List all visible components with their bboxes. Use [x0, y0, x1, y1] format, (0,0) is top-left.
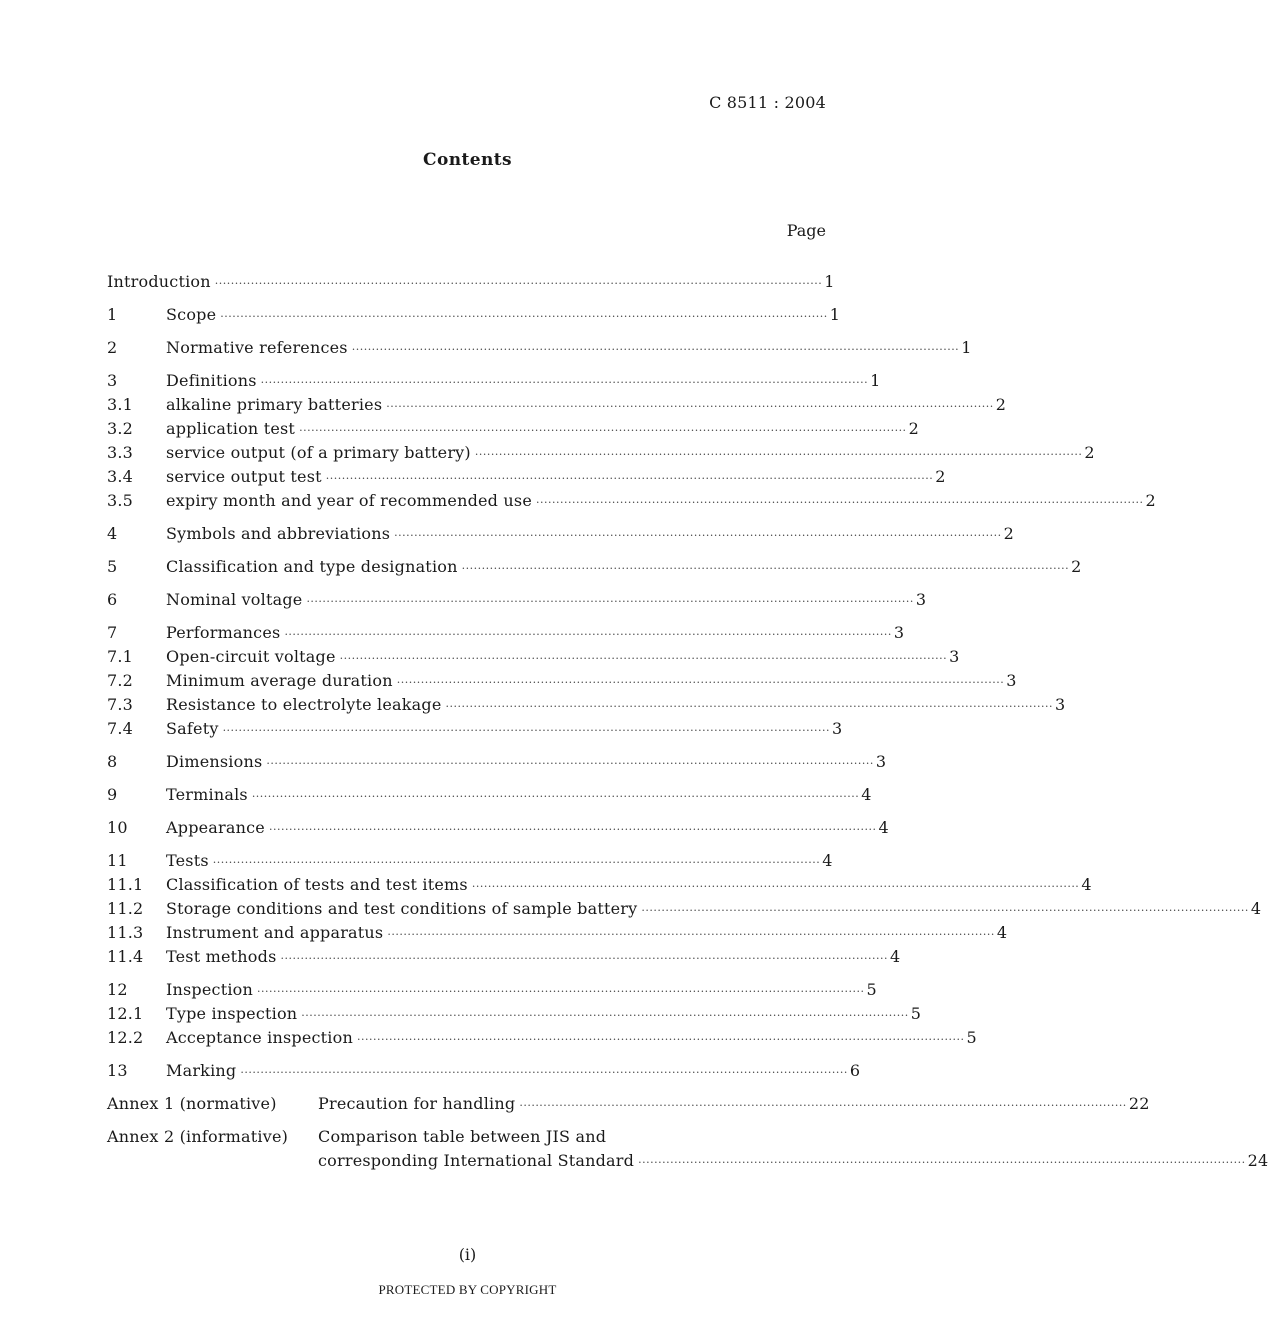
- annex-label: Annex 1 (normative): [107, 1094, 277, 1113]
- page-column-header: Page: [786, 221, 826, 240]
- annex-title-line: Precaution for handling: [318, 1094, 516, 1113]
- toc-entry[interactable]: [107, 1002, 922, 1026]
- toc-entry-title: alkaline primary batteries: [166, 395, 383, 414]
- toc-entry-page: 3: [832, 719, 843, 738]
- toc-entry[interactable]: [107, 945, 901, 969]
- toc-entry-title: Classification and type designation: [166, 557, 458, 576]
- toc-entry-number: 3.2: [107, 419, 134, 438]
- toc-entry[interactable]: [107, 921, 1008, 945]
- dot-leader: [261, 371, 868, 395]
- annex-title-line: Comparison table between JIS and: [318, 1127, 607, 1146]
- toc-entry-title: Acceptance inspection: [166, 1028, 353, 1047]
- annex-title-last-line: [318, 1092, 1150, 1116]
- dot-leader: [252, 785, 859, 809]
- toc-entry-number: 11.3: [107, 923, 144, 942]
- toc-entry-title: application test: [166, 419, 296, 438]
- toc-entry[interactable]: [107, 621, 905, 645]
- toc-entry[interactable]: [107, 873, 1092, 897]
- toc-entry-number: 8: [107, 752, 118, 771]
- toc-entry-number: 12.1: [107, 1004, 144, 1023]
- toc-entry[interactable]: [107, 645, 960, 669]
- toc-entry-page: 2: [908, 419, 919, 438]
- toc-annex-entry[interactable]: [107, 1092, 1150, 1116]
- toc-entry-page: 1: [961, 338, 972, 357]
- toc-entry-number: 2: [107, 338, 118, 357]
- toc-entry-page: 3: [949, 647, 960, 666]
- toc-entry[interactable]: [107, 1026, 977, 1050]
- toc-entry-title: Safety: [166, 719, 219, 738]
- toc-entry[interactable]: [107, 489, 1156, 513]
- toc-entry-number: 10: [107, 818, 128, 837]
- toc-entry-title: Resistance to electrolyte leakage: [166, 695, 442, 714]
- toc-entry-page: 4: [1250, 899, 1262, 918]
- dot-leader: [281, 947, 888, 971]
- toc-entry-number: 3.5: [107, 491, 134, 510]
- toc-entry-number: 7.3: [107, 695, 134, 714]
- toc-entry[interactable]: [107, 693, 1066, 717]
- dot-leader: [472, 875, 1079, 899]
- toc-entry-number: 3.1: [107, 395, 134, 414]
- toc-entry-number: 3.4: [107, 467, 134, 486]
- toc-entry-page: 5: [866, 980, 877, 999]
- toc-entry-title: Introduction: [107, 272, 211, 291]
- toc-entry-number: 13: [107, 1061, 128, 1080]
- toc-entry-title: Scope: [166, 305, 217, 324]
- dot-leader: [475, 443, 1082, 467]
- dot-leader: [387, 923, 994, 947]
- toc-entry[interactable]: [107, 369, 881, 393]
- dot-leader: [301, 1004, 908, 1028]
- dot-leader: [641, 899, 1248, 923]
- toc-entry-number: 11.1: [107, 875, 144, 894]
- dot-leader: [638, 1151, 1245, 1175]
- toc-entry-page: 3: [1055, 695, 1066, 714]
- toc-entry-page: 24: [1247, 1151, 1268, 1170]
- dot-leader: [299, 419, 906, 443]
- toc-entry[interactable]: [107, 1059, 861, 1083]
- toc-entry[interactable]: [107, 522, 1015, 546]
- document-id: C 8511 : 2004: [709, 93, 826, 112]
- toc-entry-title: Definitions: [166, 371, 257, 390]
- toc-entry[interactable]: [107, 336, 972, 360]
- toc-entry-page: 3: [915, 590, 927, 609]
- toc-entry-number: 12: [107, 980, 128, 999]
- toc-entry-title: Appearance: [166, 818, 265, 837]
- dot-leader: [306, 590, 913, 614]
- annex-title-last-line: [318, 1149, 1268, 1173]
- toc-entry-number: 3: [107, 371, 118, 390]
- annex-label: Annex 2 (informative): [107, 1127, 289, 1146]
- toc-entry-number: 4: [107, 524, 118, 543]
- toc-entry-title: Performances: [166, 623, 281, 642]
- annex-title-block: [318, 1092, 1150, 1116]
- toc-entry[interactable]: [107, 978, 877, 1002]
- toc-entry-title: Terminals: [166, 785, 248, 804]
- toc-entry-page: 2: [1084, 443, 1095, 462]
- toc-entry-title: expiry month and year of recommended use: [166, 491, 532, 510]
- toc-entry-title: Inspection: [166, 980, 253, 999]
- toc-entry-number: 5: [107, 557, 118, 576]
- toc-entry-title: Symbols and abbreviations: [166, 524, 391, 543]
- toc-entry[interactable]: [107, 717, 843, 741]
- toc-entry-page: 4: [861, 785, 872, 804]
- toc-entry-title: Normative references: [166, 338, 348, 357]
- toc-entry-number: 7.4: [107, 719, 134, 738]
- toc-entry[interactable]: [107, 303, 841, 327]
- dot-leader: [266, 752, 873, 776]
- toc-entry[interactable]: [107, 816, 889, 840]
- toc-entry[interactable]: [107, 270, 835, 294]
- dot-leader: [357, 1028, 964, 1052]
- toc-entry[interactable]: [107, 669, 1017, 693]
- toc-entry-page: 5: [966, 1028, 977, 1047]
- dot-leader: [215, 272, 822, 296]
- toc-entry-title: Open-circuit voltage: [166, 647, 336, 666]
- toc-entry-page: 3: [875, 752, 887, 771]
- toc-entry-number: 7: [107, 623, 118, 642]
- dot-leader: [223, 719, 830, 743]
- toc-entry-page: 3: [1006, 671, 1017, 690]
- toc-entry[interactable]: [107, 417, 919, 441]
- toc-entry-page: 2: [1071, 557, 1082, 576]
- toc-entry-page: 4: [889, 947, 901, 966]
- toc-entry-page: 22: [1128, 1094, 1150, 1113]
- toc-entry-number: 12.2: [107, 1028, 144, 1047]
- toc-entry-page: 2: [995, 395, 1007, 414]
- toc-entry-number: 6: [107, 590, 118, 609]
- annex-title-line: corresponding International Standard: [318, 1151, 635, 1170]
- toc-entry[interactable]: [107, 783, 872, 807]
- toc-entry-page: 4: [1081, 875, 1092, 894]
- toc-entry[interactable]: [107, 465, 946, 489]
- toc-entry-title: Tests: [166, 851, 209, 870]
- toc-entry-number: 3.3: [107, 443, 134, 462]
- toc-entry-number: 11: [107, 851, 128, 870]
- toc-entry-title: Storage conditions and test conditions of sample battery: [166, 899, 638, 918]
- toc-entry-number: 9: [107, 785, 118, 804]
- dot-leader: [269, 818, 876, 842]
- dot-leader: [394, 524, 1001, 548]
- toc-entry-title: Nominal voltage: [166, 590, 303, 609]
- dot-leader: [284, 623, 891, 647]
- dot-leader: [397, 671, 1004, 695]
- table-of-contents: [107, 270, 1268, 1173]
- dot-leader: [462, 557, 1069, 581]
- copyright-notice: PROTECTED BY COPYRIGHT: [378, 1282, 557, 1297]
- page-title: Contents: [423, 150, 512, 170]
- dot-leader: [536, 491, 1143, 515]
- toc-entry-number: 11.2: [107, 899, 144, 918]
- toc-entry[interactable]: [107, 897, 1262, 921]
- toc-entry-title: Test methods: [166, 947, 277, 966]
- toc-entry-number: 7.2: [107, 671, 134, 690]
- dot-leader: [340, 647, 947, 671]
- toc-entry-page: 1: [824, 272, 835, 291]
- toc-entry-page: 4: [996, 923, 1008, 942]
- toc-entry-title: Minimum average duration: [166, 671, 393, 690]
- toc-entry-title: service output test: [166, 467, 322, 486]
- toc-entry[interactable]: [107, 750, 887, 774]
- toc-entry-page: 2: [935, 467, 946, 486]
- dot-leader: [519, 1094, 1126, 1118]
- dot-leader: [240, 1061, 847, 1085]
- toc-entry[interactable]: [107, 555, 1082, 579]
- toc-entry-title: Dimensions: [166, 752, 263, 771]
- toc-entry-page: 5: [910, 1004, 922, 1023]
- toc-entry-page: 1: [870, 371, 881, 390]
- dot-leader: [386, 395, 993, 419]
- toc-entry-page: 3: [893, 623, 905, 642]
- toc-entry[interactable]: [107, 441, 1095, 465]
- toc-entry-title: Classification of tests and test items: [166, 875, 468, 894]
- dot-leader: [257, 980, 864, 1004]
- toc-entry[interactable]: [107, 588, 927, 612]
- dot-leader: [446, 695, 1053, 719]
- toc-entry-page: 4: [822, 851, 833, 870]
- toc-entry-number: 7.1: [107, 647, 134, 666]
- annex-title-block: [318, 1125, 1268, 1173]
- dot-leader: [352, 338, 959, 362]
- dot-leader: [326, 467, 933, 491]
- toc-entry-page: 2: [1145, 491, 1156, 510]
- dot-leader: [220, 305, 827, 329]
- toc-entry-title: service output (of a primary battery): [166, 443, 471, 462]
- toc-entry-title: Marking: [166, 1061, 237, 1080]
- footer-page-number: (i): [458, 1245, 477, 1264]
- toc-entry-page: 4: [878, 818, 889, 837]
- toc-entry-page: 6: [849, 1061, 861, 1080]
- toc-entry-page: 1: [829, 305, 841, 324]
- toc-entry-title: Type inspection: [166, 1004, 298, 1023]
- toc-entry-page: 2: [1003, 524, 1015, 543]
- toc-entry[interactable]: [107, 393, 1007, 417]
- toc-entry-title: Instrument and apparatus: [166, 923, 384, 942]
- dot-leader: [213, 851, 820, 875]
- toc-entry-number: 11.4: [107, 947, 144, 966]
- toc-annex-entry[interactable]: [107, 1125, 1268, 1173]
- toc-entry-number: 1: [107, 305, 118, 324]
- toc-entry[interactable]: [107, 849, 833, 873]
